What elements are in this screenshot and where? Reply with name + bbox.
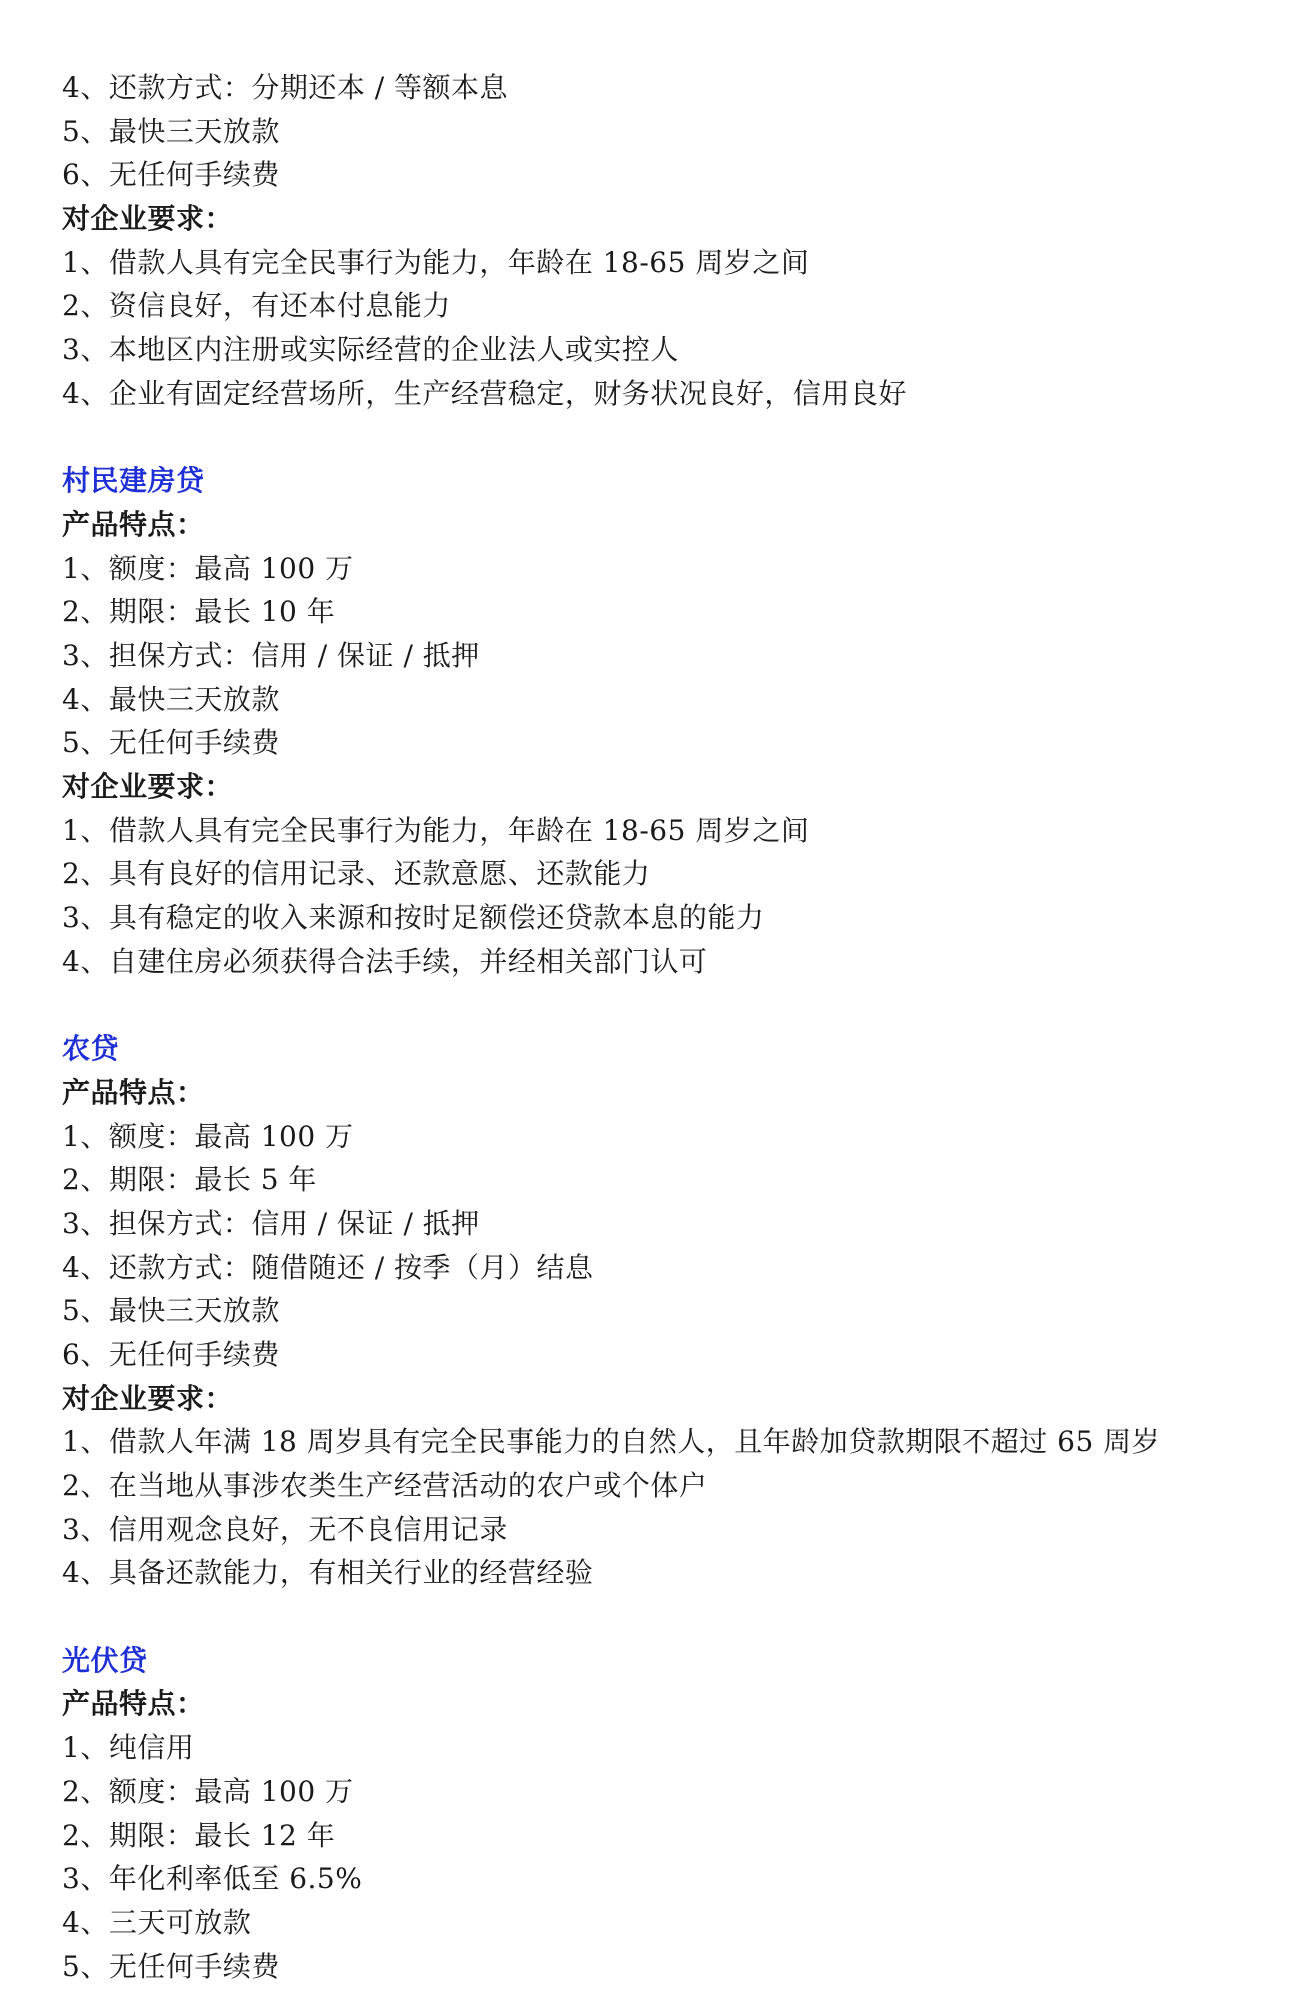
requirement-item: 3、信用观念良好，无不良信用记录 <box>62 1512 508 1546</box>
section-gap <box>62 416 1302 460</box>
section-villager-housing-loan <box>62 459 1302 983</box>
feature-item: 5、无任何手续费 <box>62 1949 280 1983</box>
feature-item: 1、纯信用 <box>62 1731 195 1765</box>
feature-item: 6、无任何手续费 <box>62 158 280 192</box>
feature-item: 1、额度：最高 100 万 <box>62 551 354 585</box>
features-label: 产品特点： <box>62 1687 205 1721</box>
feature-item: 2、期限：最长 12 年 <box>62 1818 336 1852</box>
requirements-label: 对企业要求： <box>62 202 234 236</box>
section-heading: 村民建房贷 <box>62 464 205 498</box>
features-label: 产品特点： <box>62 1075 205 1109</box>
feature-item: 3、担保方式：信用 / 保证 / 抵押 <box>62 1206 480 1240</box>
feature-item: 5、最快三天放款 <box>62 114 280 148</box>
section-heading: 光伏贷 <box>62 1643 148 1677</box>
requirement-item: 2、资信良好，有还本付息能力 <box>62 289 451 323</box>
feature-item: 3、年化利率低至 6.5% <box>62 1862 363 1896</box>
section-agricultural-loan <box>62 1027 1302 1595</box>
features-label: 产品特点： <box>62 507 205 541</box>
feature-item: 2、期限：最长 5 年 <box>62 1163 317 1197</box>
feature-item: 5、最快三天放款 <box>62 1294 280 1328</box>
requirement-item: 2、在当地从事涉农类生产经营活动的农户或个体户 <box>62 1469 708 1502</box>
requirement-item: 4、自建住房必须获得合法手续，并经相关部门认可 <box>62 944 708 978</box>
feature-item: 1、额度：最高 100 万 <box>62 1119 354 1153</box>
feature-item: 4、最快三天放款 <box>62 682 280 716</box>
requirement-item: 1、借款人具有完全民事行为能力，年龄在 18-65 周岁之间 <box>62 245 810 279</box>
section-photovoltaic-loan <box>62 1639 1302 1989</box>
requirement-item: 1、借款人具有完全民事行为能力，年龄在 18-65 周岁之间 <box>62 813 810 847</box>
feature-item: 3、担保方式：信用 / 保证 / 抵押 <box>62 638 480 672</box>
section-heading: 农贷 <box>62 1032 120 1066</box>
requirement-item: 4、企业有固定经营场所，生产经营稳定，财务状况良好，信用良好 <box>62 376 907 410</box>
section-gap <box>62 1595 1302 1639</box>
requirement-item: 3、本地区内注册或实际经营的企业法人或实控人 <box>62 333 679 367</box>
document-page <box>62 66 1302 1988</box>
section-continued <box>62 66 1302 416</box>
requirement-item: 2、具有良好的信用记录、还款意愿、还款能力 <box>62 857 651 891</box>
feature-item: 6、无任何手续费 <box>62 1337 280 1371</box>
requirements-label: 对企业要求： <box>62 770 234 803</box>
feature-item: 4、还款方式：随借随还 / 按季（月）结息 <box>62 1250 594 1284</box>
feature-item: 2、期限：最长 10 年 <box>62 595 336 629</box>
requirement-item: 1、借款人年满 18 周岁具有完全民事能力的自然人，且年龄加贷款期限不超过 65 周岁 <box>62 1425 1161 1459</box>
feature-item: 4、三天可放款 <box>62 1905 252 1939</box>
requirements-label: 对企业要求： <box>62 1381 234 1415</box>
feature-item: 4、还款方式：分期还本 / 等额本息 <box>62 71 509 104</box>
requirement-item: 4、具备还款能力，有相关行业的经营经验 <box>62 1556 594 1590</box>
feature-item: 5、无任何手续费 <box>62 726 280 760</box>
feature-item: 2、额度：最高 100 万 <box>62 1774 354 1808</box>
section-gap <box>62 983 1302 1027</box>
requirement-item: 3、具有稳定的收入来源和按时足额偿还贷款本息的能力 <box>62 901 765 935</box>
